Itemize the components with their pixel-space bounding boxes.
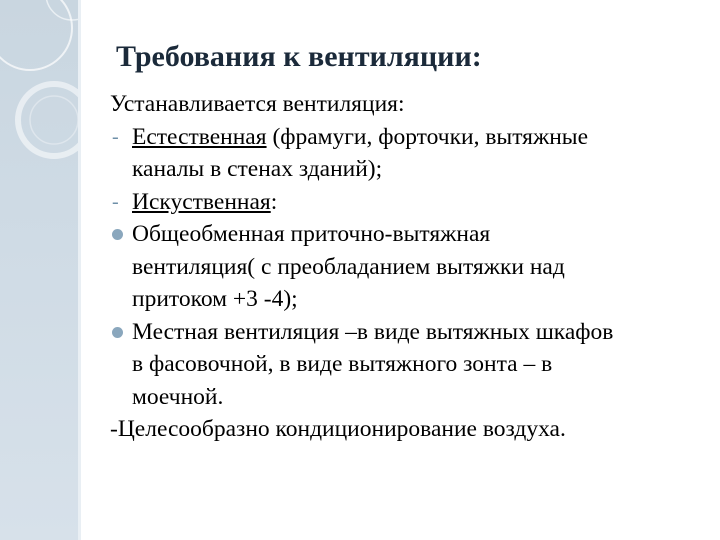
item-continuation: каналы в стенах зданий); (132, 156, 383, 182)
decorative-side-panel (0, 0, 78, 540)
bullet-icon (112, 327, 123, 338)
dash-marker: - (112, 125, 119, 148)
bullet-icon (112, 229, 123, 240)
dash-marker: - (112, 190, 119, 213)
item-lead-text: Естественная (132, 123, 267, 150)
item-continuation: вентиляция( с преобладанием вытяжки над (132, 253, 565, 280)
item-text: Местная вентиляция –в виде вытяжных шкафов (132, 318, 614, 345)
decorative-circles (0, 0, 78, 540)
item-rest-text: (фрамуги, форточки, вытяжные (266, 123, 589, 150)
slide-title: Требования к вентиляции: (116, 40, 482, 73)
closing-line: -Целесообразно кондиционирование воздуха. (110, 416, 566, 442)
item-continuation: моечной. (132, 383, 224, 410)
list-item-general-ventilation (110, 218, 714, 251)
intro-line: Устанавливается вентиляция: (110, 91, 405, 117)
item-lead-text: Искуственная (132, 188, 271, 215)
item-continuation: в фасовочной, в виде вытяжного зонта – в (132, 351, 553, 377)
slide-body (110, 88, 714, 446)
item-continuation: притоком +3 -4); (132, 286, 298, 312)
list-item-natural (110, 121, 714, 154)
item-text: Общеобменная приточно-вытяжная (132, 221, 491, 247)
list-item-artificial (110, 186, 714, 219)
list-item-local-ventilation (110, 316, 714, 349)
item-rest-text: : (270, 188, 278, 215)
side-panel-edge (78, 0, 81, 540)
